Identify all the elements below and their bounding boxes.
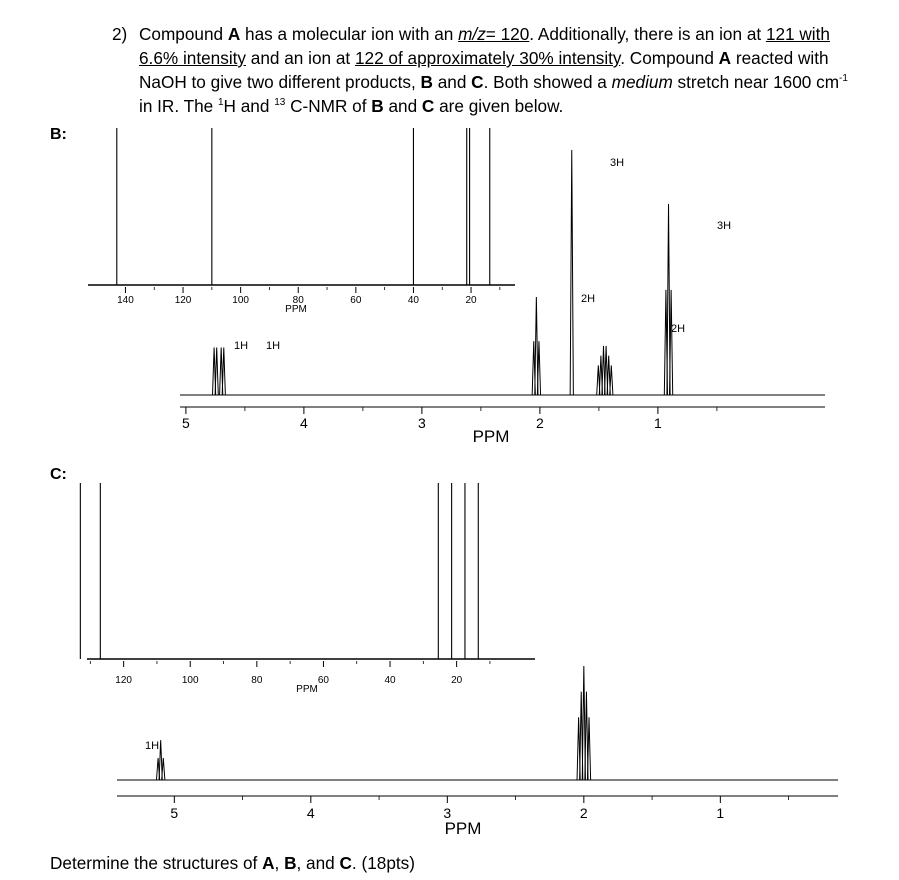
- axis-label-ppm: PPM: [296, 684, 318, 695]
- h1-peak-line: [222, 348, 225, 395]
- axis-tick-label: 5: [182, 415, 190, 431]
- q-text-6: reacted with NaOH to give two different products,: [139, 48, 829, 92]
- axis-tick-label: 100: [232, 295, 249, 306]
- axis-tick-label: 100: [181, 675, 199, 686]
- q-text-5: . Compound: [620, 48, 719, 68]
- axis-tick-label: 5: [170, 805, 179, 821]
- compound-a-label: A: [718, 48, 732, 68]
- footer-sep-1: ,: [274, 853, 285, 873]
- footer-compound-c: C: [339, 853, 352, 873]
- h1-multiplet: [570, 150, 573, 395]
- h1-peak-line: [570, 150, 573, 395]
- q-text-8: . Both showed a: [483, 72, 612, 92]
- q-text-7: and: [432, 72, 472, 92]
- axis-tick-label: 3: [443, 805, 452, 821]
- axis-tick-label: 80: [251, 675, 263, 686]
- h1-multiplet: [213, 348, 219, 395]
- axis-tick-label: 2: [579, 805, 588, 821]
- h1-peak-line: [587, 717, 590, 780]
- compound-c-label: C: [471, 72, 484, 92]
- axis-tick-label: 1: [716, 805, 725, 821]
- axis-label-ppm: PPM: [472, 427, 510, 446]
- mz-symbol: m/z: [458, 24, 486, 44]
- footer-compound-b: B: [284, 853, 297, 873]
- axis-tick-label: 60: [317, 675, 329, 686]
- compound-a-label: A: [227, 24, 241, 44]
- axis-tick-label: 20: [451, 675, 463, 686]
- h1-multiplet: [664, 204, 672, 395]
- ion-122-text: 122 of approximately 30% intensity: [354, 48, 621, 68]
- mz-value: = 120: [485, 24, 530, 44]
- integration-label: 2H: [580, 293, 596, 305]
- axis-tick-label: 120: [115, 675, 132, 686]
- footer-text: [50, 853, 415, 874]
- integration-label: 1H: [233, 340, 249, 352]
- q-text-2: has a molecular ion with an: [240, 24, 459, 44]
- superscript-neg1: -1: [839, 73, 848, 84]
- q-text-12: C-NMR of: [285, 96, 372, 116]
- compound-b-label: B: [371, 96, 384, 116]
- q-text-10: in IR. The: [139, 96, 218, 116]
- footer-compound-a: A: [262, 853, 275, 873]
- ion-121-text: 121 with 6.6% intensity: [139, 24, 830, 68]
- q-text-1: Compound: [139, 24, 228, 44]
- q-text-14: are given below.: [434, 96, 564, 116]
- axis-tick-label: 20: [465, 295, 477, 306]
- axis-tick-label: 2: [536, 415, 544, 431]
- q-text-11: H and: [223, 96, 275, 116]
- axis-tick-label: 40: [384, 675, 396, 686]
- section-c-label: C:: [50, 466, 67, 483]
- integration-label: 1H: [265, 340, 281, 352]
- axis-tick-label: 40: [407, 295, 420, 306]
- axis-tick-label: 1: [654, 415, 662, 431]
- h1-peak-line: [162, 758, 165, 780]
- compound-b-label: B: [420, 72, 433, 92]
- medium-word: medium: [611, 72, 673, 92]
- h1-multiplet: [577, 666, 591, 780]
- question-number: 2): [112, 24, 128, 44]
- h1-multiplet: [597, 346, 613, 395]
- integration-label: 1H: [144, 740, 160, 752]
- h1-multiplet: [532, 297, 540, 395]
- h1-multiplet: [220, 348, 226, 395]
- superscript-1: 1: [217, 97, 224, 108]
- spectrum-c-1h: [117, 666, 838, 838]
- compound-c-label: C: [421, 96, 435, 116]
- footer-sep-2: , and: [296, 853, 340, 873]
- h1-peak-line: [537, 341, 540, 395]
- integration-label: 3H: [609, 157, 625, 169]
- axis-tick-label: 60: [350, 295, 362, 306]
- q-text-9: stretch near 1600 cm: [672, 72, 840, 92]
- section-b-label: B:: [50, 126, 67, 143]
- q-text-4: and an ion at: [246, 48, 355, 68]
- superscript-13: 13: [274, 97, 286, 108]
- footer-text-1: Determine the structures of: [50, 853, 263, 873]
- integration-label: 3H: [716, 220, 732, 232]
- footer-text-2: . (18pts): [351, 853, 415, 873]
- axis-tick-label: 120: [174, 295, 192, 306]
- h1-peak-line: [215, 348, 218, 395]
- axis-tick-label: 140: [117, 295, 134, 306]
- axis-tick-label: 3: [418, 415, 426, 431]
- axis-tick-label: 80: [292, 295, 304, 306]
- axis-tick-label: 4: [306, 805, 315, 821]
- h1-peak-line: [610, 365, 613, 395]
- q-text-3: . Additionally, there is an ion at: [529, 24, 766, 44]
- q-text-13: and: [383, 96, 422, 116]
- spectrum-c-13c: [80, 483, 535, 695]
- axis-tick-label: 4: [300, 415, 308, 431]
- axis-label-ppm: PPM: [444, 819, 482, 838]
- spectrum-b-13c: [88, 128, 515, 315]
- axis-label-ppm: PPM: [285, 304, 307, 315]
- h1-peak-line: [670, 290, 673, 395]
- integration-label: 2H: [670, 323, 686, 335]
- spectrum-b-1h: [180, 150, 825, 446]
